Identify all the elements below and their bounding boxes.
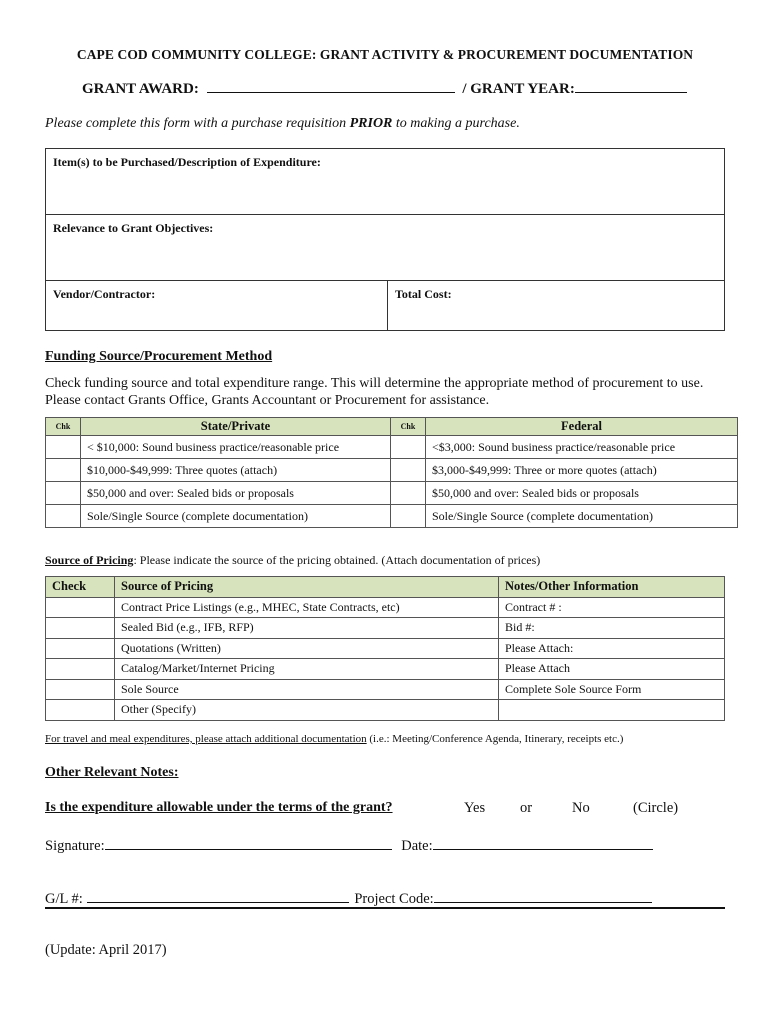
gl-row	[45, 889, 652, 908]
no-option[interactable]: No	[572, 800, 590, 816]
state-checkbox[interactable]	[46, 436, 81, 459]
bottom-rule	[45, 907, 725, 909]
state-chk-header: Chk	[46, 418, 81, 436]
gl-field[interactable]	[87, 889, 349, 903]
date-label: Date:	[401, 838, 433, 854]
federal-checkbox[interactable]	[391, 436, 426, 459]
signature-row	[45, 836, 653, 855]
state-range: $50,000 and over: Sealed bids or proposals	[81, 482, 391, 505]
pricing-checkbox[interactable]	[46, 679, 115, 700]
pricing-notes[interactable]: Contract # :	[499, 597, 725, 618]
allowable-question: Is the expenditure allowable under the terms of the grant?	[45, 800, 393, 815]
federal-range: $50,000 and over: Sealed bids or proposals	[426, 482, 738, 505]
table-row	[46, 482, 738, 505]
federal-header: Federal	[426, 418, 738, 436]
circle-instruction: (Circle)	[633, 800, 679, 816]
project-code-field[interactable]	[434, 889, 652, 903]
table-row	[46, 700, 725, 721]
items-field[interactable]: Item(s) to be Purchased/Description of Expenditure:	[46, 149, 725, 215]
federal-checkbox[interactable]	[391, 505, 426, 528]
expenditure-info-box	[45, 148, 725, 331]
grant-award-row	[82, 79, 687, 98]
date-field[interactable]	[433, 836, 653, 850]
pricing-source: Contract Price Listings (e.g., MHEC, State Contracts, etc)	[115, 597, 499, 618]
state-checkbox[interactable]	[46, 505, 81, 528]
state-checkbox[interactable]	[46, 459, 81, 482]
federal-range: Sole/Single Source (complete documentation)	[426, 505, 738, 528]
pricing-source: Quotations (Written)	[115, 638, 499, 659]
pricing-checkbox[interactable]	[46, 618, 115, 639]
pricing-checkbox[interactable]	[46, 659, 115, 680]
yes-option[interactable]: Yes	[464, 800, 486, 816]
table-row	[46, 618, 725, 639]
federal-checkbox[interactable]	[391, 459, 426, 482]
pricing-notes[interactable]: Please Attach:	[499, 638, 725, 659]
pricing-notes[interactable]: Bid #:	[499, 618, 725, 639]
table-row	[46, 679, 725, 700]
pricing-source: Sole Source	[115, 679, 499, 700]
grant-award-label: GRANT AWARD:	[82, 81, 199, 97]
form-title: CAPE COD COMMUNITY COLLEGE: GRANT ACTIVITY & PROCUREMENT DOCUMENTATION	[76, 47, 694, 62]
table-row	[46, 659, 725, 680]
federal-chk-header: Chk	[391, 418, 426, 436]
table-row	[46, 505, 738, 528]
pricing-checkbox[interactable]	[46, 700, 115, 721]
grant-year-field[interactable]	[575, 79, 687, 93]
travel-note: For travel and meal expenditures, please attach additional documentation (i.e.: Meeting/Conference Agenda, Itinerary, receipts etc.)	[45, 733, 624, 745]
state-range: $10,000-$49,999: Three quotes (attach)	[81, 459, 391, 482]
pricing-intro: Source of Pricing: Please indicate the source of the pricing obtained. (Attach documentation of prices)	[45, 553, 541, 567]
federal-range: <$3,000: Sound business practice/reasonable price	[426, 436, 738, 459]
table-row	[46, 638, 725, 659]
table-row	[46, 459, 738, 482]
grant-year-label: / GRANT YEAR:	[462, 81, 575, 97]
update-note: (Update: April 2017)	[45, 942, 167, 958]
pricing-notes[interactable]: Please Attach	[499, 659, 725, 680]
funding-heading: Funding Source/Procurement Method	[45, 349, 273, 364]
prior-emphasis: PRIOR	[349, 116, 393, 131]
pricing-checkbox[interactable]	[46, 638, 115, 659]
table-row	[46, 597, 725, 618]
funding-table	[45, 417, 738, 528]
pricing-notes[interactable]	[499, 700, 725, 721]
signature-label: Signature:	[45, 838, 105, 854]
pricing-notes[interactable]: Complete Sole Source Form	[499, 679, 725, 700]
check-header: Check	[46, 577, 115, 598]
grant-award-field[interactable]	[207, 79, 455, 93]
state-checkbox[interactable]	[46, 482, 81, 505]
pricing-source: Sealed Bid (e.g., IFB, RFP)	[115, 618, 499, 639]
pricing-checkbox[interactable]	[46, 597, 115, 618]
state-range: Sole/Single Source (complete documentation)	[81, 505, 391, 528]
or-text: or	[520, 800, 533, 816]
pricing-source: Catalog/Market/Internet Pricing	[115, 659, 499, 680]
pricing-source: Other (Specify)	[115, 700, 499, 721]
vendor-field[interactable]: Vendor/Contractor:	[46, 281, 388, 331]
other-notes-heading: Other Relevant Notes:	[45, 765, 179, 780]
funding-paragraph: Check funding source and total expenditure range. This will determine the appropriate method of procurement to use. Please contact Grants Office, Grants Accountant or Procurement for assistance.	[45, 376, 704, 408]
project-code-label: Project Code:	[354, 891, 434, 907]
table-row	[46, 436, 738, 459]
state-header: State/Private	[81, 418, 391, 436]
state-range: < $10,000: Sound business practice/reasonable price	[81, 436, 391, 459]
gl-label: G/L #:	[45, 891, 83, 907]
instructions: Please complete this form with a purchase requisition PRIOR to making a purchase.	[45, 116, 520, 131]
pricing-table	[45, 576, 725, 721]
federal-range: $3,000-$49,999: Three or more quotes (attach)	[426, 459, 738, 482]
source-header: Source of Pricing	[115, 577, 499, 598]
notes-header: Notes/Other Information	[499, 577, 725, 598]
relevance-field[interactable]: Relevance to Grant Objectives:	[46, 215, 725, 281]
total-cost-field[interactable]: Total Cost:	[388, 281, 725, 331]
signature-field[interactable]	[105, 836, 392, 850]
federal-checkbox[interactable]	[391, 482, 426, 505]
